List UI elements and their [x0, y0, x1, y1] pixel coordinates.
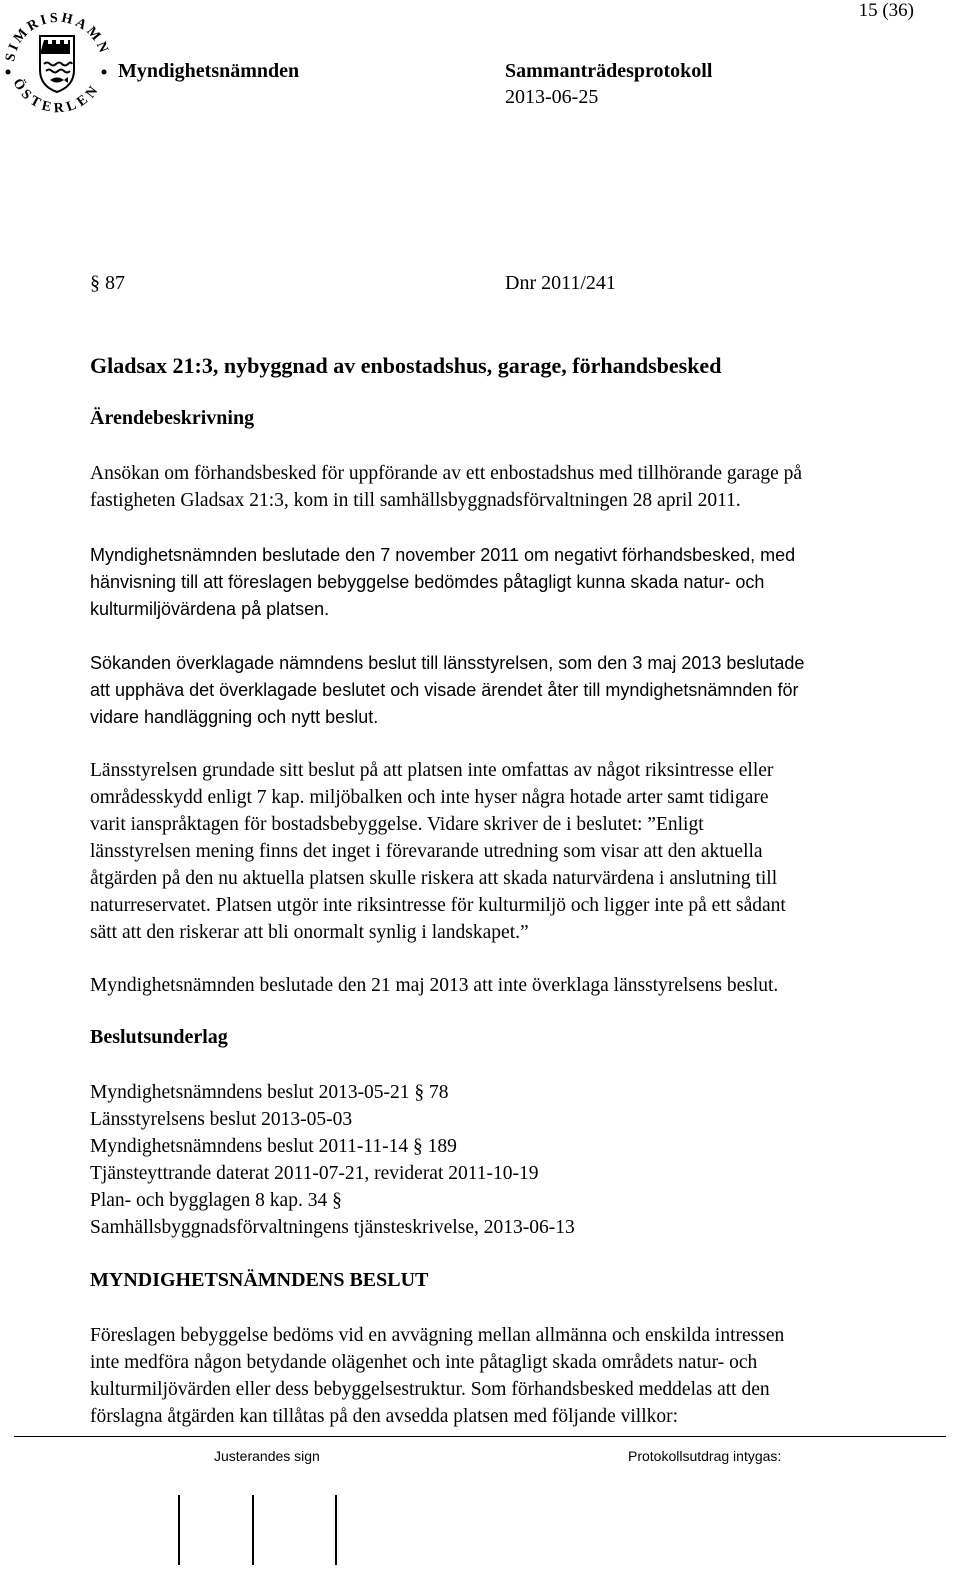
case-title: Gladsax 21:3, nybyggnad av enbostadshus, garage, förhandsbesked [90, 353, 722, 378]
text-line: sätt att den riskerar att bli onormalt synlig i landskapet.” [90, 922, 529, 943]
beslutsunderlag-heading: Beslutsunderlag [90, 1026, 228, 1048]
header-date: 2013-06-25 [505, 86, 599, 108]
protokollsutdrag-label: Protokollsutdrag intygas: [628, 1448, 782, 1464]
text-line: naturreservatet. Platsen utgör inte riksintresse för kulturmiljö och ligger inte på ett sådant [90, 895, 786, 916]
signature-field-divider [335, 1495, 337, 1565]
arende-heading: Ärendebeskrivning [90, 407, 255, 429]
text-line: hänvisning till att föreslagen bebyggelse bedömdes påtagligt kunna skada natur- och [90, 572, 765, 592]
section-number: § 87 [90, 272, 125, 294]
text-line: Myndighetsnämnden beslutade den 21 maj 2013 att inte överklaga länsstyrelsens beslut. [90, 975, 779, 996]
seal-bottom-text: ÖSTERLEN [9, 76, 104, 116]
arende-paragraph-3 [90, 650, 930, 731]
beslut-heading: MYNDIGHETSNÄMNDENS BESLUT [90, 1269, 429, 1291]
list-item: Tjänsteyttrande daterat 2011-07-21, reviderat 2011-10-19 [90, 1163, 539, 1184]
header-organization: Myndighetsnämnden [118, 60, 300, 82]
text-line: fastigheten Gladsax 21:3, kom in till samhällsbyggnadsförvaltningen 28 april 2011. [90, 490, 741, 511]
text-line: vidare handläggning och nytt beslut. [90, 707, 379, 727]
list-item: Samhällsbyggnadsförvaltningens tjänsteskrivelse, 2013-06-13 [90, 1217, 575, 1238]
header-document-type: Sammanträdesprotokoll [505, 60, 713, 82]
section-number-value: 87 [105, 272, 125, 294]
list-item: Myndighetsnämndens beslut 2013-05-21 § 78 [90, 1082, 449, 1103]
text-line: inte medföra någon betydande olägenhet och inte påtagligt skada områdets natur- och [90, 1352, 758, 1373]
list-item: Länsstyrelsens beslut 2013-05-03 [90, 1109, 353, 1130]
text-line: länsstyrelsen mening finns det inget i förevarande utredning som visar att den aktuella [90, 841, 763, 862]
beslut-paragraph [90, 1322, 930, 1430]
seal-top-text: SIMRISHAMN [3, 10, 112, 63]
signature-field-divider [178, 1495, 180, 1565]
arende-paragraph-1 [90, 460, 930, 514]
text-line: förslagna åtgärden kan tillåtas på den avsedda platsen med följande villkor: [90, 1406, 679, 1427]
beslutsunderlag-list [90, 1079, 930, 1241]
list-item: Myndighetsnämndens beslut 2011-11-14 § 189 [90, 1136, 457, 1157]
signature-field-divider [252, 1495, 254, 1565]
municipality-seal-icon [0, 4, 112, 116]
text-line: områdesskydd enligt 7 kap. miljöbalken och inte hyser några hotade arter samt tidigare [90, 787, 769, 808]
page-number: 15 (36) [858, 0, 914, 21]
text-line: Ansökan om förhandsbesked för uppförande av ett enbostadshus med tillhörande garage på [90, 463, 803, 484]
arende-paragraph-2 [90, 542, 930, 623]
text-line: åtgärden på den nu aktuella platsen skulle riskera att skada naturvärdena i anslutning till [90, 868, 778, 889]
arende-paragraph-4 [90, 757, 930, 946]
arende-paragraph-5 [90, 972, 930, 999]
text-line: Föreslagen bebyggelse bedöms vid en avvägning mellan allmänna och enskilda intressen [90, 1325, 785, 1346]
justerandes-sign-label: Justerandes sign [214, 1448, 320, 1464]
text-line: kulturmiljövärdena på platsen. [90, 599, 330, 619]
list-item: Plan- och bygglagen 8 kap. 34 § [90, 1190, 342, 1211]
footer-divider [14, 1436, 946, 1437]
diary-number: Dnr 2011/241 [505, 272, 616, 294]
text-line: varit ianspråktagen för bostadsbebyggelse. Vidare skriver de i beslutet: ”Enligt [90, 814, 704, 835]
text-line: kulturmiljövärden eller dess bebyggelsestruktur. Som förhandsbesked meddelas att den [90, 1379, 770, 1400]
text-line: Myndighetsnämnden beslutade den 7 november 2011 om negativt förhandsbesked, med [90, 545, 796, 565]
text-line: Länsstyrelsen grundade sitt beslut på att platsen inte omfattas av något riksintresse eller [90, 760, 774, 781]
text-line: att upphäva det överklagade beslutet och visade ärendet åter till myndighetsnämnden för [90, 680, 799, 700]
text-line: Sökanden överklagade nämndens beslut till länsstyrelsen, som den 3 maj 2013 beslutade [90, 653, 805, 673]
